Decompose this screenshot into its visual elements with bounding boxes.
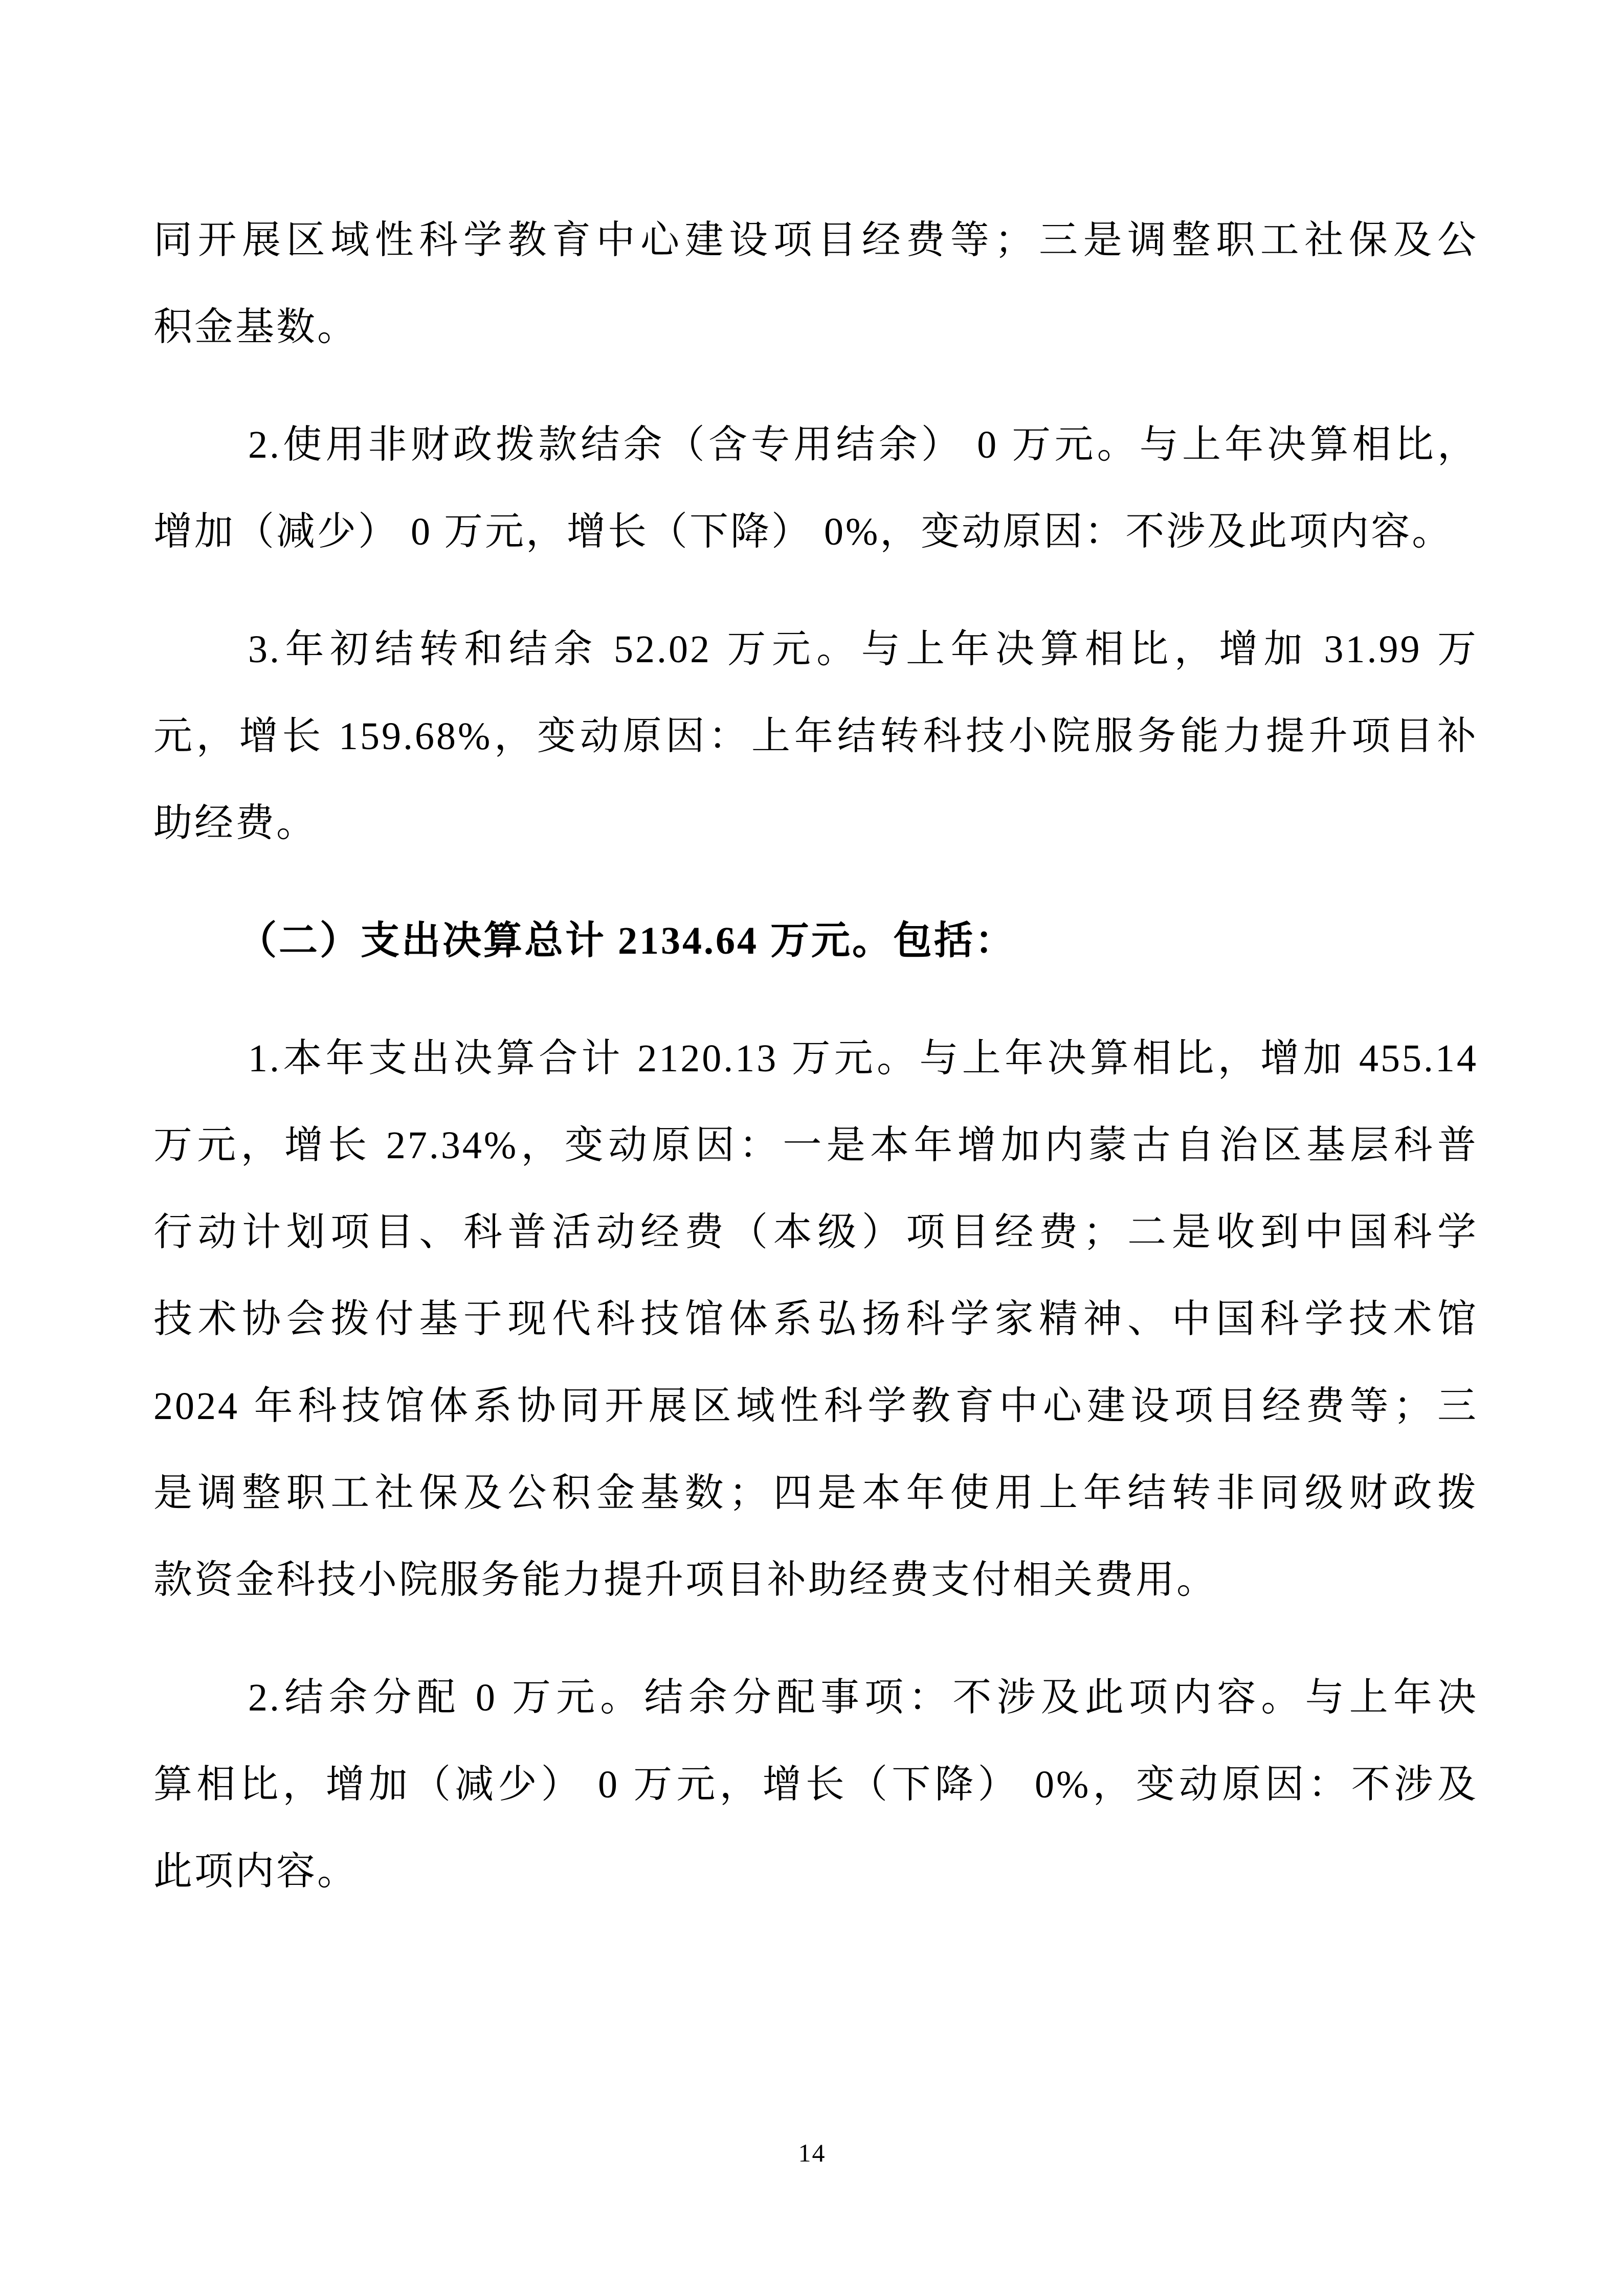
body-text-line: 此项内容。 <box>153 1850 358 1893</box>
body-text-line: 技术协会拨付基于现代科技馆体系弘扬科学家精神、中国科学技术馆 <box>153 1298 1478 1341</box>
page-number: 14 <box>798 2139 826 2167</box>
body-text-line: 2024 年科技馆体系协同开展区域性科学教育中心建设项目经费等；三 <box>153 1385 1478 1428</box>
body-text-line: 万元，增长 27.34%，变动原因：一是本年增加内蒙古自治区基层科普 <box>153 1124 1478 1167</box>
body-text-line: 款资金科技小院服务能力提升项目补助经费支付相关费用。 <box>153 1559 1217 1602</box>
body-text-line: 2.结余分配 0 万元。结余分配事项：不涉及此项内容。与上年决 <box>248 1676 1478 1719</box>
body-text-line: 积金基数。 <box>153 306 358 349</box>
body-text-line: 1.本年支出决算合计 2120.13 万元。与上年决算相比，增加 455.14 <box>248 1037 1478 1080</box>
section-heading: （二）支出决算总计 2134.64 万元。包括： <box>238 919 1016 962</box>
body-text-line: 元，增长 159.68%，变动原因：上年结转科技小院服务能力提升项目补 <box>153 715 1478 758</box>
document-body <box>153 197 1478 1915</box>
body-text-line: 助经费。 <box>153 802 317 845</box>
body-text-line: 2.使用非财政拨款结余（含专用结余） 0 万元。与上年决算相比， <box>248 423 1478 466</box>
body-text-line: 算相比，增加（减少） 0 万元，增长（下降） 0%，变动原因：不涉及 <box>153 1763 1478 1806</box>
body-text-line: 3.年初结转和结余 52.02 万元。与上年决算相比，增加 31.99 万 <box>248 628 1478 671</box>
body-text-line: 是调整职工社保及公积金基数；四是本年使用上年结转非同级财政拨 <box>153 1472 1478 1515</box>
body-text-line: 增加（减少） 0 万元，增长（下降） 0%，变动原因：不涉及此项内容。 <box>153 510 1453 553</box>
body-text-line: 行动计划项目、科普活动经费（本级）项目经费；二是收到中国科学 <box>153 1211 1478 1254</box>
body-text-line: 同开展区域性科学教育中心建设项目经费等；三是调整职工社保及公 <box>153 219 1478 262</box>
